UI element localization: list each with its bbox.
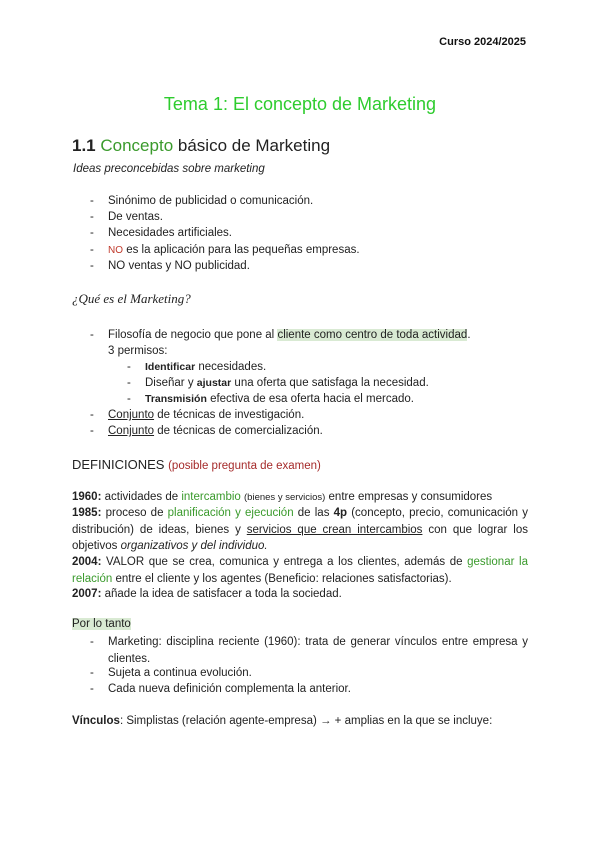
definition-2007 <box>72 586 528 603</box>
list-item <box>108 329 471 341</box>
year-label: 1960: <box>72 491 102 503</box>
list-item: - Sujeta a continua evolución. <box>108 667 252 679</box>
por-lo-tanto-label <box>72 618 131 630</box>
definition-text: de las <box>297 507 330 519</box>
document-title: Tema 1: El concepto de Marketing <box>163 94 437 114</box>
question-heading: ¿Qué es el Marketing? <box>72 291 191 306</box>
definition-1985 <box>72 505 528 555</box>
highlighted-text: cliente como centro de toda actividad <box>277 329 468 341</box>
year-label: 2007: <box>72 588 102 600</box>
italic-term: organizativos y del individuo. <box>120 540 268 552</box>
bold-term: Transmisión <box>145 393 207 405</box>
bold-term: 4p <box>333 507 348 519</box>
definition-text: proceso de <box>105 507 164 519</box>
definition-1960 <box>72 489 528 507</box>
green-term: planificación y ejecución <box>167 507 294 519</box>
list-item: - Sinónimo de publicidad o comunicación. <box>108 195 313 207</box>
bold-term: ajustar <box>196 377 232 389</box>
list-item: - NO ventas y NO publicidad. <box>108 260 250 272</box>
course-label: Curso 2024/2025 <box>439 36 526 48</box>
list-item: - Necesidades artificiales. <box>108 227 232 239</box>
list-item: - De ventas. <box>108 211 163 223</box>
underlined-term: Conjunto <box>108 425 155 437</box>
list-item <box>108 409 304 421</box>
definition-text: (concepto, precio, comunicación y distribución) de ideas, bienes y <box>72 507 528 536</box>
list-item-text: necesidades. <box>198 361 267 373</box>
green-term: gestionar la relación <box>72 556 528 585</box>
definition-text: con que lograr los objetivos <box>72 523 528 552</box>
list-item-text: es la aplicación para las pequeñas empresas. <box>126 244 360 256</box>
bold-term: Identificar <box>145 361 196 373</box>
section-heading <box>72 136 330 156</box>
definition-text: entre el cliente y los agentes (Beneficio: relaciones satisfactorias). <box>115 572 452 585</box>
vinculos-text: : Simplistas (relación agente-empresa) → + amplias en la que se incluye: <box>119 715 493 727</box>
list-item: - Cada nueva definición complementa la anterior. <box>108 683 351 695</box>
section-number: 1.1 <box>72 136 96 155</box>
list-item-text: Diseñar y <box>145 377 194 389</box>
list-item: - Marketing: disciplina reciente (1960): trata de generar vínculos entre empresa y clientes. <box>108 634 528 667</box>
vinculos-label: Vínculos <box>72 715 120 727</box>
permisos-label: 3 permisos: <box>108 345 168 357</box>
section-heading-rest: básico de Marketing <box>177 136 331 155</box>
subtitle: Ideas preconcebidas sobre marketing <box>73 163 265 175</box>
highlighted-text: Por lo tanto <box>72 618 131 630</box>
list-item-text: efectiva de esa oferta hacia el mercado. <box>210 393 414 405</box>
list-item-text: de técnicas de comercialización. <box>157 425 323 437</box>
list-item-text: una oferta que satisfaga la necesidad. <box>234 377 429 389</box>
exam-note: (posible pregunta de examen) <box>168 460 321 472</box>
definition-2004 <box>72 554 528 587</box>
sub-list-item <box>145 361 266 373</box>
definitions-heading <box>72 457 321 472</box>
sub-list-item <box>145 393 414 405</box>
list-item-text: Filosofía de negocio que pone al <box>108 329 275 341</box>
vinculos-line <box>72 715 492 727</box>
definition-text: actividades de <box>104 491 179 503</box>
sub-list-item <box>145 377 429 389</box>
list-item <box>108 244 360 256</box>
no-emphasis: NO <box>108 245 123 256</box>
small-note: (bienes y servicios) <box>244 492 326 503</box>
underlined-term: servicios que crean intercambios <box>246 523 423 536</box>
definition-text: VALOR que se crea, comunica y entrega a los clientes, además de <box>106 556 463 568</box>
green-term: intercambio <box>181 491 241 503</box>
year-label: 1985: <box>72 507 102 519</box>
list-item <box>108 425 323 437</box>
definition-text: entre empresas y consumidores <box>328 491 493 503</box>
list-item-text: de técnicas de investigación. <box>157 409 305 421</box>
list-item-text: . <box>467 329 471 341</box>
underlined-term: Conjunto <box>108 409 155 421</box>
year-label: 2004: <box>72 556 102 568</box>
definition-text: añade la idea de satisfacer a toda la sociedad. <box>104 588 342 600</box>
definitions-label: DEFINICIONES <box>72 457 165 472</box>
section-heading-highlight: Concepto <box>100 136 174 155</box>
